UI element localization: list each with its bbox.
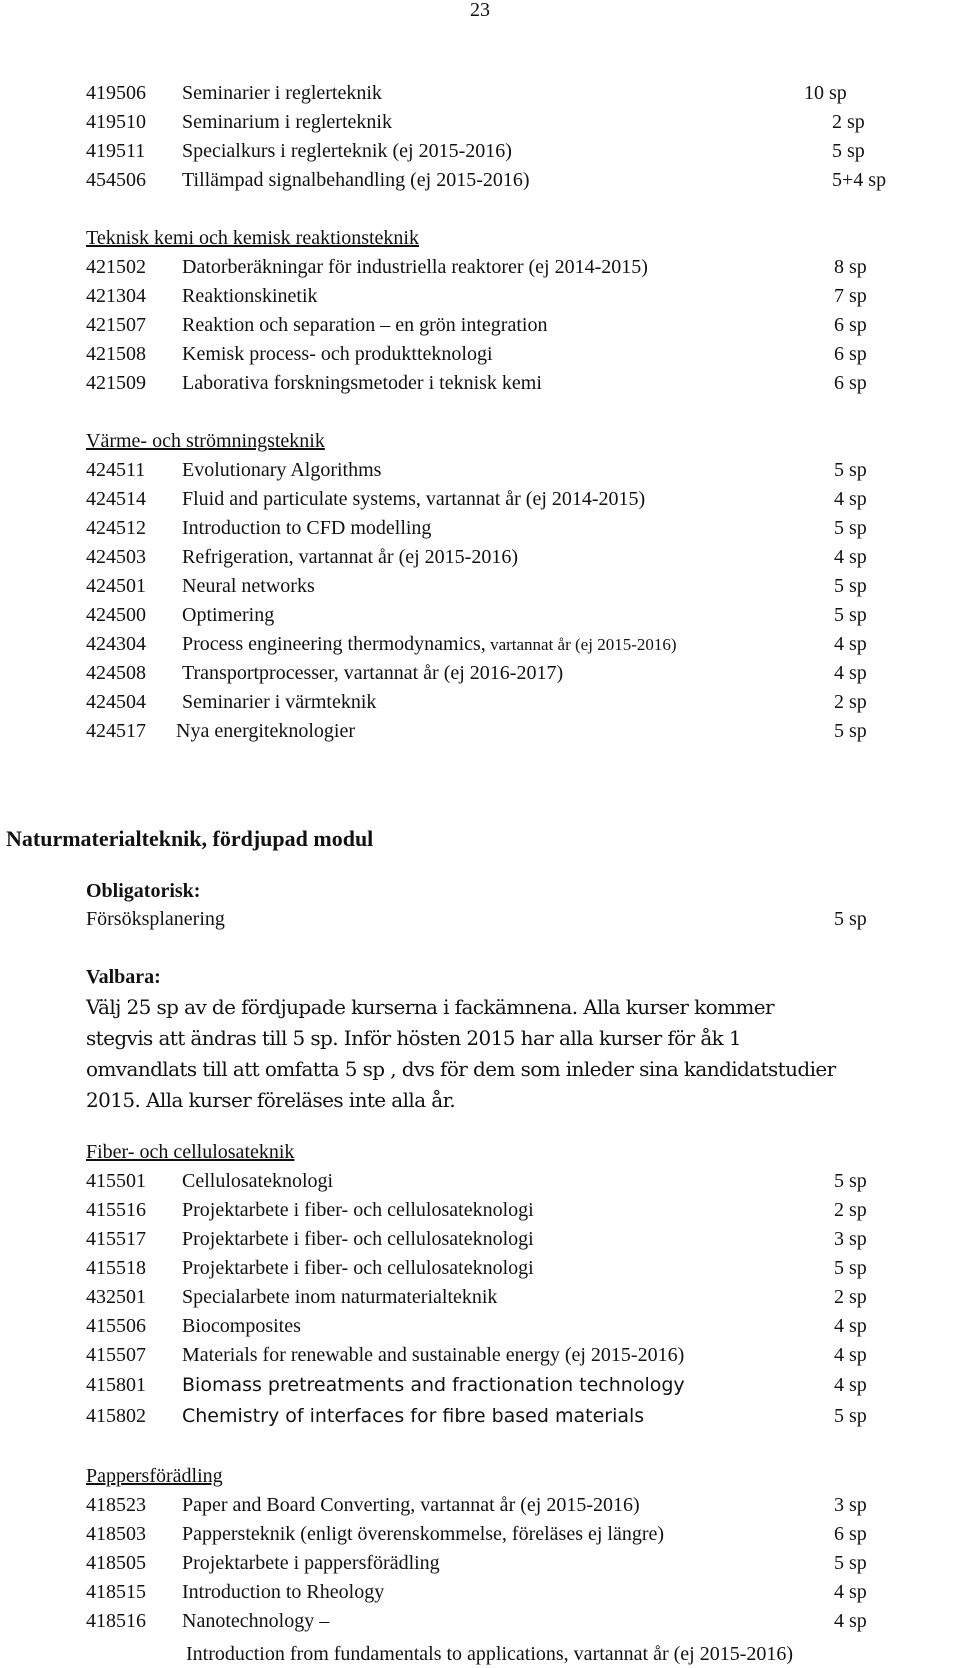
course-name: Nanotechnology – [182,1610,330,1632]
course-name: Introduction to CFD modelling [182,517,432,539]
course-code: 415501 [86,1170,146,1192]
course-code: 424304 [86,633,146,655]
course-name: Projektarbete i fiber- och cellulosateknologi [182,1257,534,1279]
course-name: Nya energiteknologier [176,720,356,742]
course-credits: 3 sp [834,1494,867,1516]
course-name: Datorberäkningar för industriella reaktorer (ej 2014-2015) [182,256,648,278]
section-heading: Värme- och strömningsteknik [86,430,325,452]
course-code: 421507 [86,314,146,336]
course-name: Reaktionskinetik [182,285,318,307]
course-code: 415507 [86,1344,146,1366]
course-code: 418505 [86,1552,146,1574]
course-credits: 6 sp [834,1523,867,1545]
course-credits: 4 sp [834,488,867,510]
section-heading: Pappersförädling [86,1465,223,1487]
course-code: 419510 [86,111,146,133]
valbara-note: Välj 25 sp av de fördjupade kurserna i fackämnena. Alla kurser kommer stegvis att ändras till 5 sp. Inför hösten 2015 har alla kurser för åk 1 omvandlats till att omfatta 5 sp , dvs för dem som inleder sina kandidatstudier 2015. Alla kurser föreläses inte alla år. [86,995,836,1112]
course-name [182,630,677,659]
valbara-label: Valbara: [86,966,161,988]
section-heading: Teknisk kemi och kemisk reaktionsteknik [86,227,419,249]
obligatorisk-label: Obligatorisk: [86,880,201,902]
obligatorisk-course: Försöksplanering [86,908,225,930]
course-credits: 2 sp [834,1286,867,1308]
course-code: 418503 [86,1523,146,1545]
course-credits: 4 sp [834,1315,867,1337]
course-name: Kemisk process- och produktteknologi [182,343,493,365]
course-name: Seminarium i reglerteknik [182,111,392,133]
course-credits: 5 sp [834,1170,867,1192]
course-code: 424503 [86,546,146,568]
section-heading: Fiber- och cellulosateknik [86,1141,295,1163]
course-code: 415516 [86,1199,146,1221]
course-name: Reaktion och separation – en grön integration [182,314,548,336]
course-code: 424508 [86,662,146,684]
course-credits: 2 sp [834,1199,867,1221]
course-name: Seminarier i reglerteknik [182,82,382,104]
course-name: Specialarbete inom naturmaterialteknik [182,1286,498,1308]
course-name: Cellulosateknologi [182,1170,334,1192]
course-code: 424500 [86,604,146,626]
course-code: 419506 [86,82,146,104]
course-code: 424511 [86,459,146,481]
course-name: Paper and Board Converting, vartannat år (ej 2015-2016) [182,1494,640,1516]
course-name: Seminarier i värmteknik [182,691,377,713]
course-code: 419511 [86,140,146,162]
course-credits: 5 sp [834,1552,867,1574]
course-credits: 5+4 sp [832,169,887,191]
course-credits: 4 sp [834,1610,867,1632]
course-credits: 4 sp [834,546,867,568]
course-code: 415517 [86,1228,146,1250]
course-name: Introduction to Rheology [182,1581,385,1603]
course-name: Refrigeration, vartannat år (ej 2015-2016) [182,546,518,568]
obligatorisk-credits: 5 sp [834,908,867,930]
course-code: 421508 [86,343,146,365]
course-name: Fluid and particulate systems, vartannat år (ej 2014-2015) [182,488,646,510]
course-credits: 6 sp [834,343,867,365]
course-code: 415802 [86,1405,146,1427]
course-code: 424501 [86,575,146,597]
module-title: Naturmaterialteknik, fördjupad modul [6,826,374,851]
course-credits: 5 sp [834,1405,867,1427]
course-code: 432501 [86,1286,146,1308]
course-credits: 5 sp [832,140,865,162]
course-name: Pappersteknik (enligt överenskommelse, föreläses ej längre) [182,1523,665,1545]
course-code: 415801 [86,1374,146,1396]
obligatorisk-row [86,905,867,933]
course-credits: 4 sp [834,633,867,655]
course-credits: 4 sp [834,1344,867,1366]
course-credits: 2 sp [832,111,865,133]
course-name: Neural networks [182,575,315,597]
course-code: 424514 [86,488,146,510]
course-name: Biocomposites [182,1315,301,1337]
course-credits: 6 sp [834,314,867,336]
course-name: Chemistry of interfaces for fibre based materials [182,1405,645,1427]
course-credits: 5 sp [834,575,867,597]
course-code: 418516 [86,1610,146,1632]
course-code: 421509 [86,372,146,394]
course-code: 424517 [86,720,146,742]
course-name: Transportprocesser, vartannat år (ej 2016-2017) [182,662,564,684]
course-code: 415518 [86,1257,146,1279]
course-name: Specialkurs i reglerteknik (ej 2015-2016) [182,140,512,162]
course-credits: 5 sp [834,517,867,539]
course-code: 454506 [86,169,146,191]
course-code: 421304 [86,285,146,307]
course-code: 424512 [86,517,146,539]
course-name-note: vartannat år (ej 2015-2016) [485,635,677,654]
course-credits: 5 sp [834,1257,867,1279]
course-credits: 5 sp [834,459,867,481]
course-name: Projektarbete i pappersförädling [182,1552,440,1574]
course-credits: 5 sp [834,604,867,626]
course-code: 424504 [86,691,146,713]
course-credits: 4 sp [834,1581,867,1603]
course-credits: 2 sp [834,691,867,713]
course-credits: 8 sp [834,256,867,278]
course-code: 421502 [86,256,146,278]
course-name: Tillämpad signalbehandling (ej 2015-2016) [182,169,530,191]
course-name: Optimering [182,604,275,626]
course-credits: 5 sp [834,720,867,742]
course-name-continuation: Introduction from fundamentals to applications, vartannat år (ej 2015-2016) [186,1643,794,1665]
course-credits: 4 sp [834,662,867,684]
course-code: 415506 [86,1315,146,1337]
course-code: 418523 [86,1494,146,1516]
page-number: 23 [470,0,490,21]
course-credits: 10 sp [804,82,847,104]
course-credits: 3 sp [834,1228,867,1250]
course-name: Evolutionary Algorithms [182,459,382,481]
course-name: Laborativa forskningsmetoder i teknisk kemi [182,372,542,394]
course-name: Materials for renewable and sustainable energy (ej 2015-2016) [182,1344,685,1366]
course-credits: 4 sp [834,1374,867,1396]
course-name: Projektarbete i fiber- och cellulosateknologi [182,1228,534,1250]
course-name: Projektarbete i fiber- och cellulosateknologi [182,1199,534,1221]
course-code: 418515 [86,1581,146,1603]
course-credits: 6 sp [834,372,867,394]
course-name: Biomass pretreatments and fractionation technology [182,1374,685,1396]
course-name-main: Process engineering thermodynamics, [182,633,486,655]
course-credits: 7 sp [834,285,867,307]
